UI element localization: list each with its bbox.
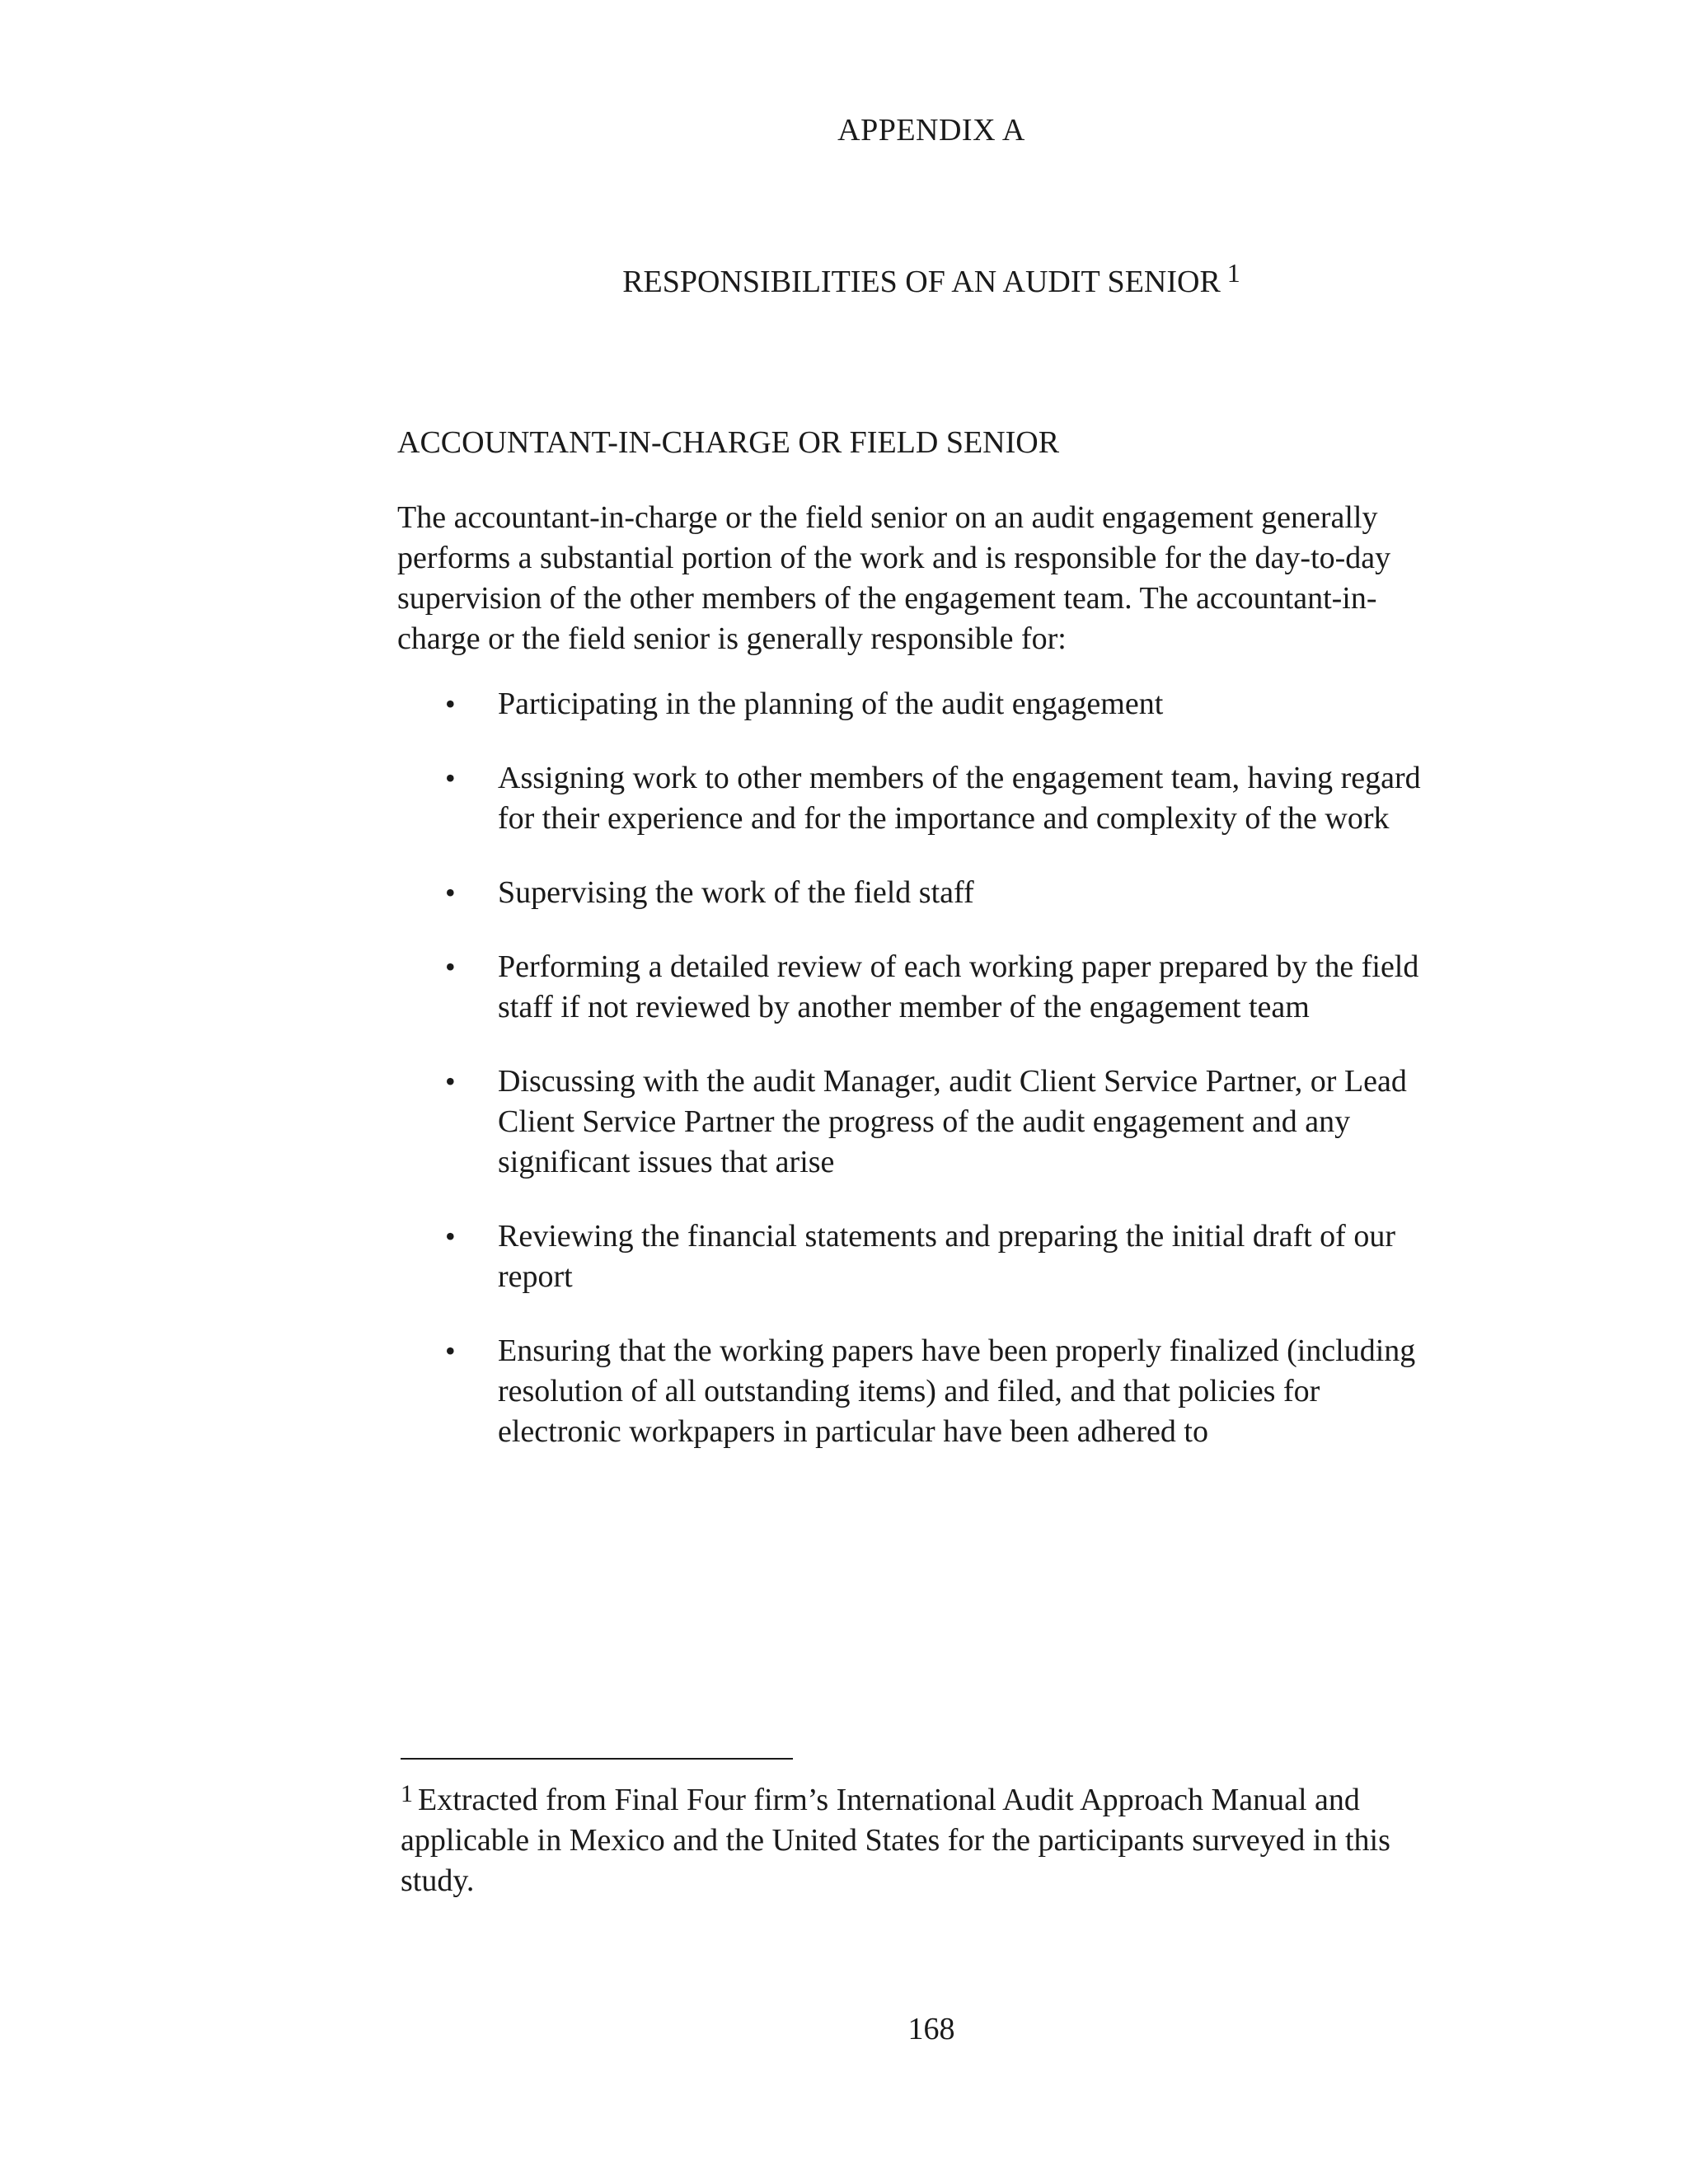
- list-item: [445, 1062, 1517, 1183]
- list-item-line: significant issues that arise: [498, 1145, 835, 1179]
- list-item-line: • Discussing with the audit Manager, audit Client Service Partner, or Lead: [498, 1064, 1407, 1099]
- intro-line: performs a substantial portion of the work and is responsible for the day-to-day: [397, 541, 1391, 575]
- intro-paragraph: [397, 498, 1469, 659]
- intro-line: The accountant-in-charge or the field senior on an audit engagement generally: [397, 500, 1378, 535]
- list-item: [445, 684, 1517, 724]
- list-item-line: • Supervising the work of the field staff: [498, 875, 974, 910]
- list-item-line: • Reviewing the financial statements and preparing the initial draft of our: [498, 1219, 1395, 1254]
- list-item-line: • Assigning work to other members of the engagement team, having regard: [498, 761, 1421, 795]
- list-item-line: resolution of all outstanding items) and filed, and that policies for: [498, 1374, 1320, 1408]
- list-item: [445, 1216, 1517, 1297]
- title-footnote-marker: 1: [1226, 258, 1240, 288]
- footnote-divider: [401, 1758, 793, 1760]
- list-item-line: for their experience and for the importance and complexity of the work: [498, 801, 1390, 836]
- footnote: [401, 1780, 1472, 1901]
- responsibilities-list: [445, 684, 1517, 1486]
- list-item-line: • Ensuring that the working papers have been properly finalized (including: [498, 1333, 1416, 1368]
- list-item-line: staff if not reviewed by another member of the engagement team: [498, 990, 1310, 1024]
- list-item-line: Client Service Partner the progress of the audit engagement and any: [498, 1104, 1351, 1139]
- intro-line: charge or the field senior is generally responsible for:: [397, 621, 1067, 656]
- list-item-line: • Performing a detailed review of each working paper prepared by the field: [498, 949, 1419, 984]
- footnote-line: study.: [401, 1863, 475, 1898]
- footnote-marker: 1: [401, 1780, 413, 1807]
- page-title-text: RESPONSIBILITIES OF AN AUDIT SENIOR: [622, 265, 1221, 299]
- list-item: [445, 1331, 1517, 1452]
- page-title: [0, 258, 1688, 300]
- intro-line: supervision of the other members of the engagement team. The accountant-in-: [397, 581, 1377, 616]
- list-item: [445, 873, 1517, 913]
- list-item: [445, 947, 1517, 1028]
- footnote-line-text: Extracted from Final Four firm’s International Audit Approach Manual and: [418, 1783, 1360, 1817]
- appendix-label: APPENDIX A: [837, 113, 1025, 148]
- list-item: [445, 758, 1517, 839]
- footnote-line: applicable in Mexico and the United States for the participants surveyed in this: [401, 1823, 1390, 1858]
- list-item-line: report: [498, 1259, 573, 1294]
- footnote-line: [401, 1780, 1472, 1821]
- section-heading: ACCOUNTANT-IN-CHARGE OR FIELD SENIOR: [397, 425, 1060, 460]
- page-number: 168: [907, 2012, 955, 2046]
- list-item-line: • Participating in the planning of the audit engagement: [498, 687, 1164, 721]
- list-item-line: electronic workpapers in particular have been adhered to: [498, 1414, 1208, 1449]
